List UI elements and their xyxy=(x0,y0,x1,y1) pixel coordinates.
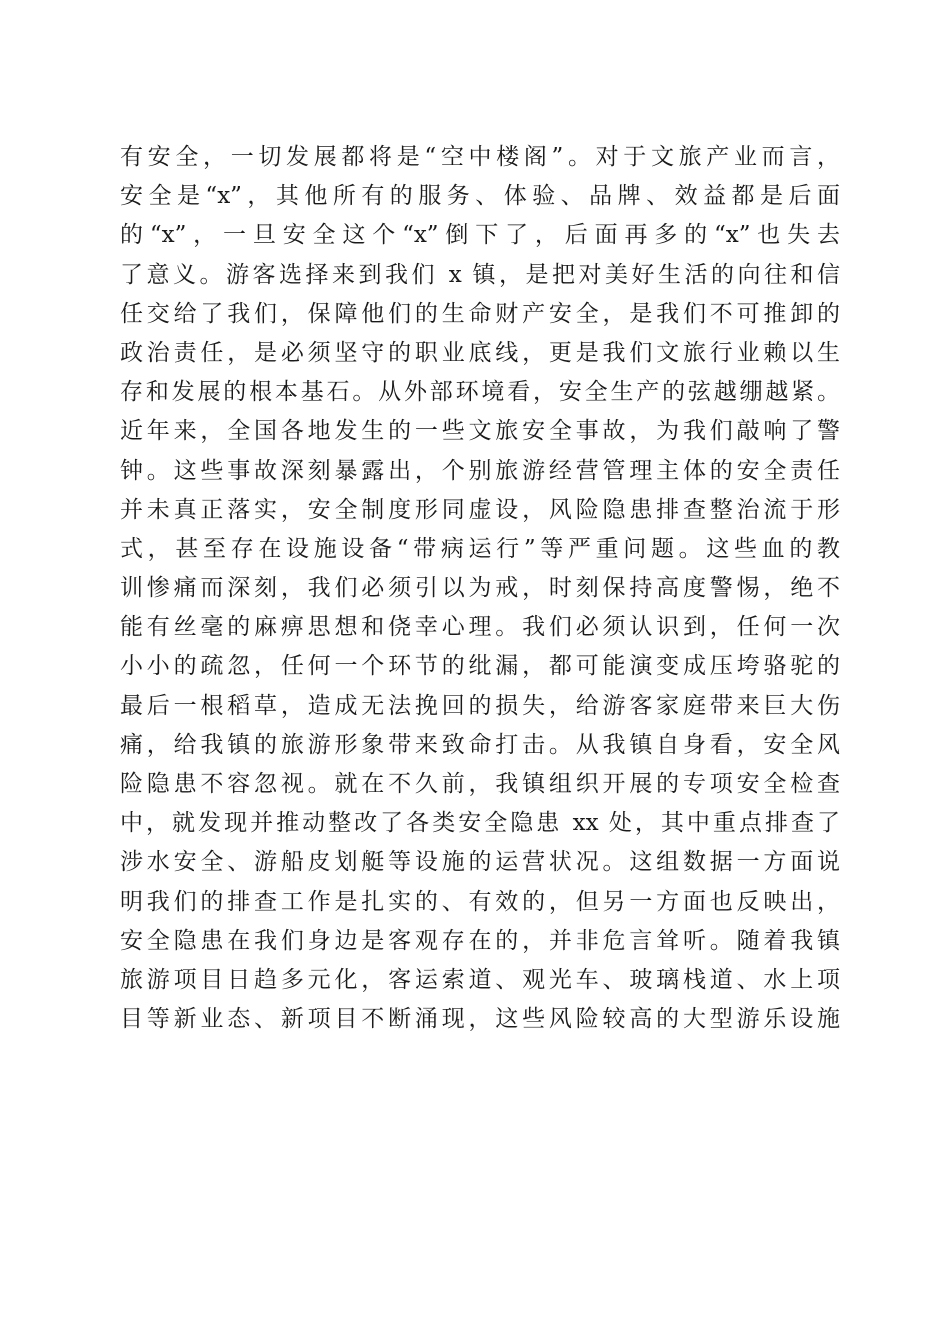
text-line: 式，甚至存在设施设备“带病运行”等严重问题。这些血的教 xyxy=(120,535,840,562)
text-line: 有安全，一切发展都将是“空中楼阁”。对于文旅产业而言， xyxy=(120,144,840,170)
text-line: 小小的疏忽，任何一个环节的纰漏，都可能演变成压垮骆驼的 xyxy=(120,653,840,680)
text-line: 的“x”，一旦安全这个“x”倒下了，后面再多的“x”也失去 xyxy=(120,222,840,249)
text-line: 政治责任，是必须坚守的职业底线，更是我们文旅行业赖以生 xyxy=(120,339,840,366)
text-line: 痛，给我镇的旅游形象带来致命打击。从我镇自身看，安全风 xyxy=(120,731,840,758)
text-line: 明我们的排查工作是扎实的、有效的，但另一方面也反映出， xyxy=(120,888,840,915)
text-line: 目等新业态、新项目不断涌现，这些风险较高的大型游乐设施 xyxy=(120,1006,840,1033)
text-line: 存和发展的根本基石。从外部环境看，安全生产的弦越绷越紧。 xyxy=(120,379,840,406)
text-line: 安全是“x”，其他所有的服务、体验、品牌、效益都是后面 xyxy=(120,183,840,210)
text-line: 近年来，全国各地发生的一些文旅安全事故，为我们敲响了警 xyxy=(120,418,840,445)
text-line: 并未真正落实，安全制度形同虚设，风险隐患排查整治流于形 xyxy=(120,496,840,523)
text-line: 能有丝毫的麻痹思想和侥幸心理。我们必须认识到，任何一次 xyxy=(120,614,840,641)
text-line: 任交给了我们，保障他们的生命财产安全，是我们不可推卸的 xyxy=(120,300,840,327)
text-line: 训惨痛而深刻，我们必须引以为戒，时刻保持高度警惕，绝不 xyxy=(120,575,840,602)
text-line: 旅游项目日趋多元化，客运索道、观光车、玻璃栈道、水上项 xyxy=(120,966,840,993)
text-line: 涉水安全、游船皮划艇等设施的运营状况。这组数据一方面说 xyxy=(120,849,840,876)
text-line: 最后一根稻草，造成无法挽回的损失，给游客家庭带来巨大伤 xyxy=(120,692,840,719)
text-line: 了意义。游客选择来到我们 x 镇，是把对美好生活的向往和信 xyxy=(120,261,840,288)
text-line: 中，就发现并推动整改了各类安全隐患 xx 处，其中重点排查了 xyxy=(120,810,840,837)
text-line: 险隐患不容忽视。就在不久前，我镇组织开展的专项安全检查 xyxy=(120,771,840,797)
text-line: 钟。这些事故深刻暴露出，个别旅游经营管理主体的安全责任 xyxy=(120,457,840,484)
text-line: 安全隐患在我们身边是客观存在的，并非危言耸听。随着我镇 xyxy=(120,927,840,954)
body-text xyxy=(120,138,840,1039)
